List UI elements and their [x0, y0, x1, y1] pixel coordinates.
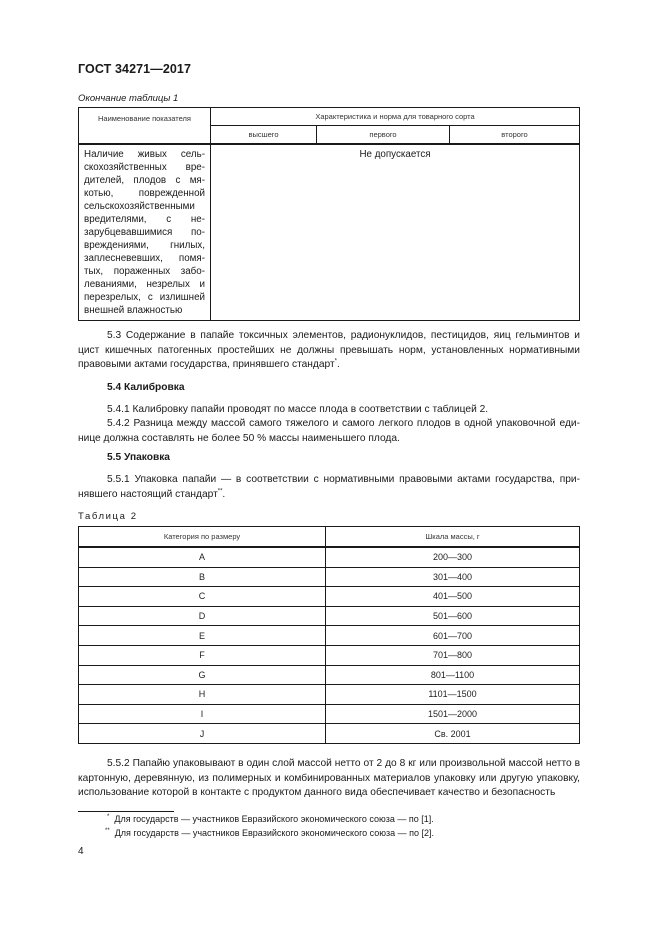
- col-header-group: Характеристика и норма для товарного сорта: [211, 108, 580, 126]
- col-header-second: второго: [450, 126, 580, 144]
- table-row: [79, 626, 580, 646]
- table-row: [79, 685, 580, 705]
- col-header-highest: высшего: [211, 126, 317, 144]
- size-category: H: [79, 685, 326, 705]
- table-row: [79, 645, 580, 665]
- size-category: A: [79, 547, 326, 567]
- size-category: I: [79, 704, 326, 724]
- mass-range: 200—300: [326, 547, 580, 567]
- paragraph-5-3: 5.3 Содержание в папайе токсичных элементов, радионуклидов, пестицидов, яиц гельминтов и цист кишечных патогенных простейших не должны превышать норм, установленных нормативными правовыми актами государства, принявшего стандарт*.: [78, 330, 580, 370]
- size-category: J: [79, 724, 326, 744]
- table-row: [79, 704, 580, 724]
- paragraph-5-4-1: 5.4.1 Калибровку папайи проводят по массе плода в соответствии с таблицей 2.: [107, 404, 489, 415]
- indicator-name: Наличие живых сельскохозяйственных вредителей, плодов с мякотью, поврежденной сельскохозяйственными вредителями, с незарубцевавшимися повреждениями, гнилых, заплесневевших, помятых, пораженных заболеваниями, незрелых и перезрелых, с излишней внешней влажностью: [79, 144, 211, 321]
- section-heading-5-5: 5.5 Упаковка: [107, 452, 170, 463]
- table-row: [79, 567, 580, 587]
- footnote-1: * Для государств — участников Евразийского экономического союза — по [1].: [107, 814, 434, 824]
- size-category: B: [79, 567, 326, 587]
- table2-label: Таблица 2: [78, 511, 138, 522]
- paragraph-5-5-2: 5.5.2 Папайю упаковывают в один слой массой нетто от 2 до 8 кг или произвольной массой нетто в картонную, деревянную, из полимерных и комбинированных материалов упаковку или другую упаковку, использование которой в контакте с продуктом данного вида обеспечивает качество и безопасность: [78, 758, 580, 798]
- page-number: 4: [78, 846, 84, 857]
- mass-range: 1101—1500: [326, 685, 580, 705]
- mass-range: 701—800: [326, 645, 580, 665]
- footnote-2: ** Для государств — участников Евразийского экономического союза — по [2].: [105, 828, 435, 838]
- footnote-ref[interactable]: *: [334, 358, 337, 365]
- footnote-divider: [78, 811, 174, 812]
- table-row: [79, 606, 580, 626]
- table1-caption: Окончание таблицы 1: [78, 93, 179, 104]
- footnote-mark: *: [107, 814, 110, 820]
- table-row: [79, 587, 580, 607]
- mass-range: Св. 2001: [326, 724, 580, 744]
- col-header-name: Наименование показателя: [79, 108, 211, 144]
- table-row: [79, 547, 580, 567]
- col-header-size-category: Категория по размеру: [79, 527, 326, 548]
- section-heading-5-4: 5.4 Калибровка: [107, 382, 185, 393]
- size-category: C: [79, 587, 326, 607]
- footnote-mark: **: [105, 828, 110, 834]
- size-category: E: [79, 626, 326, 646]
- table-row: [79, 665, 580, 685]
- mass-range: 301—400: [326, 567, 580, 587]
- mass-range: 1501—2000: [326, 704, 580, 724]
- mass-range: 501—600: [326, 606, 580, 626]
- paragraph-5-5-1: 5.5.1 Упаковка папайи — в соответствии с нормативными правовыми актами государства, принявшего настоящий стандарт**.: [78, 474, 580, 500]
- document-code: ГОСТ 34271—2017: [78, 62, 192, 76]
- size-category: D: [79, 606, 326, 626]
- mass-range: 601—700: [326, 626, 580, 646]
- col-header-mass-scale: Шкала массы, г: [326, 527, 580, 548]
- table-row: [79, 144, 580, 321]
- col-header-first: первого: [317, 126, 450, 144]
- indicator-value: Не допускается: [211, 144, 580, 321]
- mass-range: 801—1100: [326, 665, 580, 685]
- table-row: [79, 724, 580, 744]
- size-category: G: [79, 665, 326, 685]
- mass-range: 401—500: [326, 587, 580, 607]
- table-2: [78, 526, 580, 744]
- size-category: F: [79, 645, 326, 665]
- footnote-ref[interactable]: **: [217, 488, 223, 495]
- paragraph-5-4-2: 5.4.2 Разница между массой самого тяжелого и самого легкого плодов в одной упаковочной единице должна составлять не более 50 % массы наименьшего плода.: [78, 418, 580, 444]
- table-1: [78, 107, 580, 321]
